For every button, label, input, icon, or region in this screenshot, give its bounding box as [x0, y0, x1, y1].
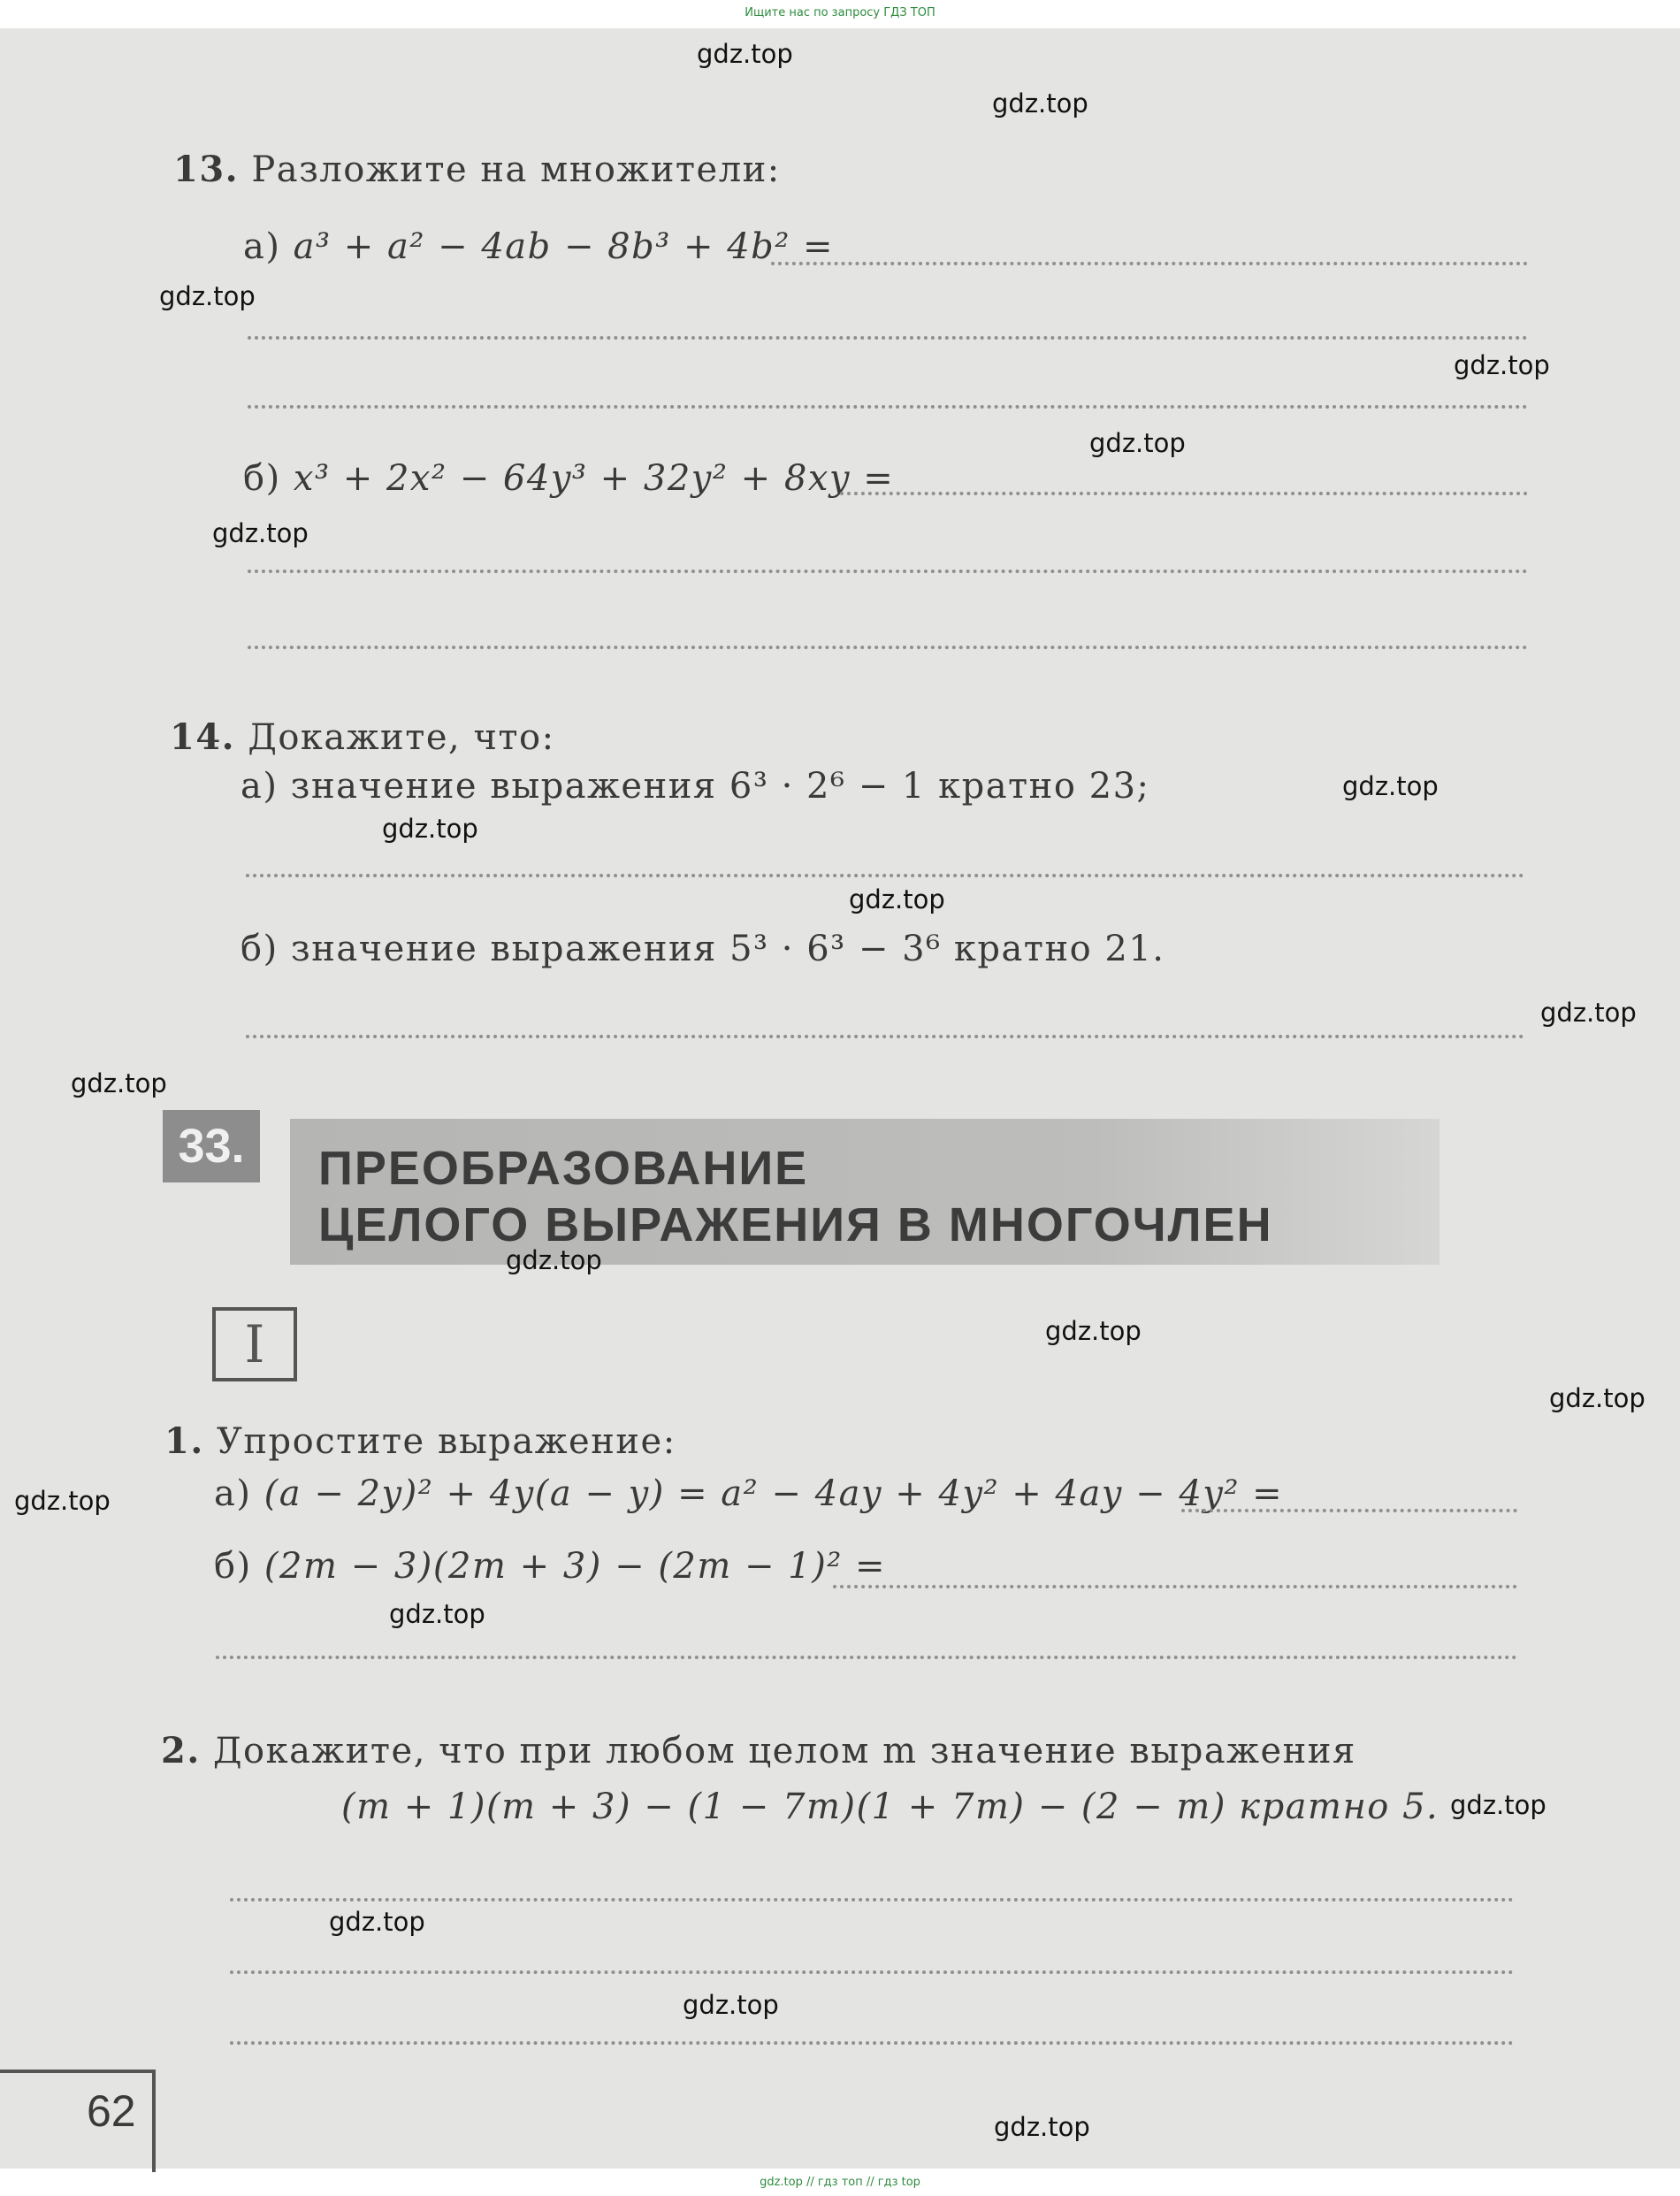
task2-text-line1: Докажите, что при любом целом m значение выражения — [212, 1731, 1356, 1771]
answer-line — [246, 1035, 1524, 1038]
answer-line — [771, 262, 1528, 265]
watermark: gdz.top — [382, 814, 478, 844]
watermark: gdz.top — [1045, 1316, 1142, 1346]
task13-a-expression: a³ + a² − 4ab − 8b³ + 4b² = — [293, 226, 835, 267]
watermark: gdz.top — [1342, 771, 1439, 801]
task14-a: а) значение выражения 6³ · 2⁶ − 1 кратно 23; — [241, 766, 1150, 807]
task1-number: 1. — [164, 1420, 204, 1462]
watermark: gdz.top — [1089, 428, 1186, 458]
watermark: gdz.top — [14, 1486, 111, 1516]
task1-b-expression: (2m − 3)(2m + 3) − (2m − 1)² = — [263, 1546, 887, 1587]
page-number: 62 — [87, 2086, 136, 2136]
task2-line1 — [161, 1730, 1356, 1771]
watermark: gdz.top — [1454, 350, 1550, 380]
watermark: gdz.top — [1540, 998, 1637, 1028]
watermark: gdz.top — [212, 518, 309, 548]
answer-line — [248, 405, 1528, 409]
watermark: gdz.top — [71, 1068, 167, 1098]
task13-b-label: б) — [243, 458, 281, 499]
task14-title: Докажите, что: — [248, 717, 555, 758]
answer-line — [230, 1970, 1514, 1974]
watermark: gdz.top — [1450, 1790, 1546, 1820]
watermark: gdz.top — [159, 281, 256, 311]
answer-line — [1181, 1509, 1517, 1512]
top-banner: Ищите нас по запросу ГДЗ ТОП — [745, 6, 935, 19]
task2-number: 2. — [161, 1730, 201, 1771]
task13-number: 13. — [173, 149, 240, 190]
watermark: gdz.top — [329, 1907, 425, 1937]
watermark: gdz.top — [506, 1245, 602, 1275]
watermark: gdz.top — [389, 1599, 485, 1629]
task1-a — [214, 1473, 1283, 1514]
watermark: gdz.top — [1549, 1383, 1646, 1413]
answer-line — [840, 492, 1528, 495]
watermark: gdz.top — [697, 39, 793, 69]
task13-a-label: а) — [243, 226, 281, 267]
task1-a-label: а) — [214, 1473, 252, 1514]
answer-line — [248, 336, 1528, 340]
answer-line — [246, 874, 1524, 877]
watermark: gdz.top — [683, 1990, 779, 2020]
section-title-line2: ЦЕЛОГО ВЫРАЖЕНИЯ В МНОГОЧЛЕН — [318, 1198, 1273, 1251]
task1-heading — [164, 1420, 676, 1462]
task2-line2: (m + 1)(m + 3) − (1 − 7m)(1 + 7m) − (2 − m) кратно 5. — [341, 1787, 1439, 1827]
task14-number: 14. — [170, 716, 236, 758]
task13-heading — [173, 149, 781, 190]
watermark: gdz.top — [849, 884, 945, 914]
task13-b-expression: x³ + 2x² − 64y³ + 32y² + 8xy = — [293, 458, 895, 499]
task13-b — [243, 458, 894, 499]
difficulty-level-box: I — [212, 1307, 297, 1381]
answer-line — [248, 570, 1528, 573]
section-number-badge: 33. — [163, 1110, 260, 1182]
section-title-line1: ПРЕОБРАЗОВАНИЕ — [318, 1142, 809, 1195]
watermark: gdz.top — [992, 88, 1088, 119]
task1-b — [214, 1546, 886, 1587]
answer-line — [833, 1585, 1517, 1588]
task14-b: б) значение выражения 5³ · 6³ − 3⁶ кратно 21. — [241, 929, 1165, 969]
task13-a — [243, 226, 834, 267]
answer-line — [248, 646, 1528, 649]
task14-heading — [170, 716, 555, 758]
task1-b-label: б) — [214, 1546, 252, 1587]
answer-line — [230, 2041, 1514, 2045]
watermark: gdz.top — [994, 2112, 1090, 2142]
task1-a-expression: (a − 2y)² + 4y(a − y) = a² − 4ay + 4y² + 4ay − 4y² = — [263, 1473, 1284, 1514]
task13-title: Разложите на множители: — [251, 149, 781, 190]
answer-line — [216, 1656, 1517, 1659]
answer-line — [230, 1898, 1514, 1901]
bottom-banner: gdz.top // гдз топ // гдз top — [760, 2176, 920, 2189]
task1-title: Упростите выражение: — [216, 1421, 676, 1462]
workbook-page — [0, 28, 1680, 2169]
